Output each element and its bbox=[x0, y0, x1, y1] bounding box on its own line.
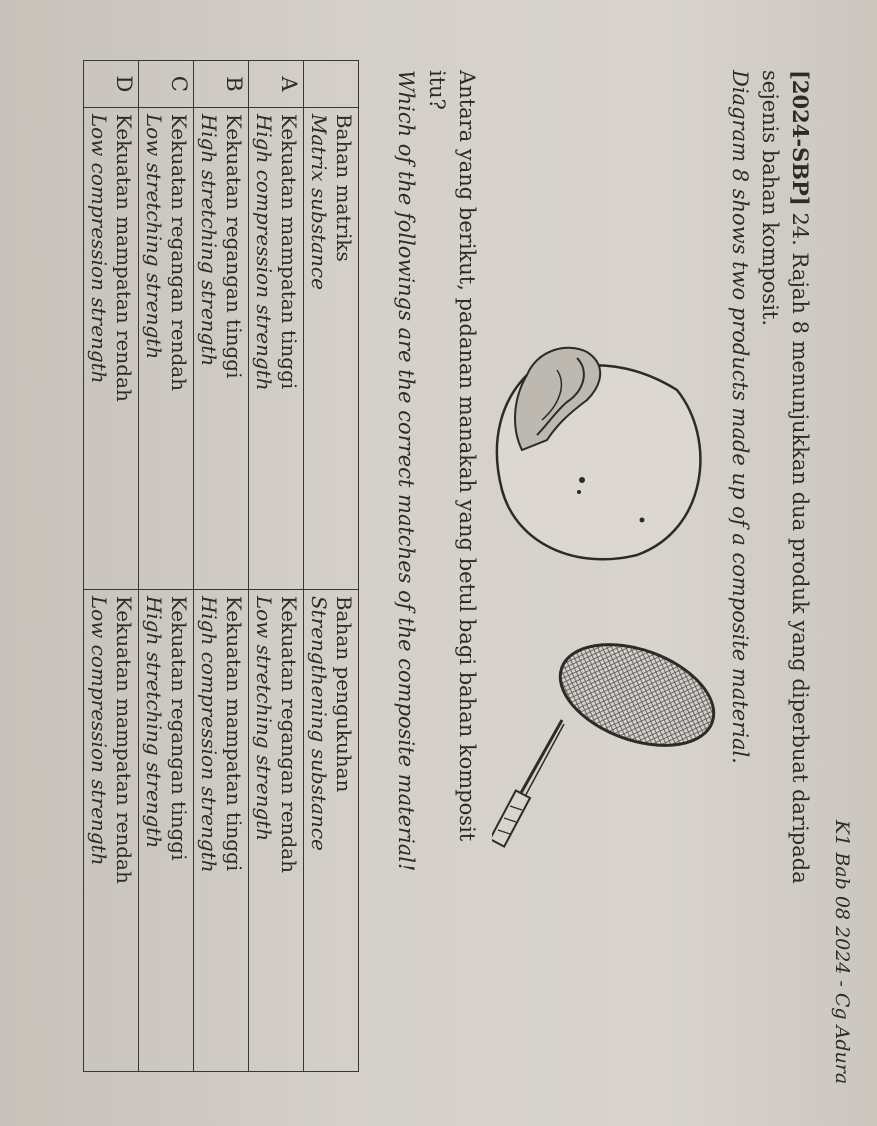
question-tag: [2024-SBP] bbox=[788, 70, 813, 206]
strength-cell bbox=[194, 589, 249, 1071]
helmet-icon bbox=[487, 330, 717, 570]
matrix-cell bbox=[194, 107, 249, 589]
page-header: K1 Bab 08 2024 - Cg Adura bbox=[831, 820, 853, 1085]
prompt-line-2: itu? bbox=[425, 70, 449, 110]
matrix-cell bbox=[249, 107, 304, 589]
option-label: A bbox=[249, 61, 304, 108]
answer-table bbox=[83, 60, 359, 1072]
strength-ms: Kekuatan regangan rendah bbox=[277, 595, 301, 874]
prompt-line-1: Antara yang berikut, padanan manakah yang betul bagi bahan komposit bbox=[455, 70, 479, 842]
strength-ms: Kekuatan mampatan rendah bbox=[112, 595, 136, 884]
strength-cell bbox=[139, 589, 194, 1071]
strength-en: Low stretching strength bbox=[252, 595, 276, 842]
question-line-2: sejenis bahan komposit. bbox=[758, 70, 782, 327]
matrix-en: High stretching strength bbox=[197, 113, 221, 367]
matrix-cell bbox=[139, 107, 194, 589]
option-label: D bbox=[84, 61, 139, 108]
option-label: B bbox=[194, 61, 249, 108]
table-row[interactable] bbox=[249, 61, 304, 1072]
strength-en: Low compression strength bbox=[87, 595, 111, 866]
header-strength-en: Strengthening substance bbox=[307, 595, 331, 851]
strength-en: High compression strength bbox=[197, 595, 221, 873]
matrix-en: Low stretching strength bbox=[142, 113, 166, 360]
badminton-racket-icon bbox=[492, 640, 722, 890]
header-matrix bbox=[304, 107, 359, 589]
strength-ms: Kekuatan regangan tinggi bbox=[167, 595, 191, 861]
prompt-text-en: Which of the followings are the correct matches of the composite material! bbox=[394, 70, 418, 872]
matrix-ms: Kekuatan regangan rendah bbox=[167, 113, 191, 392]
question-text-en: Diagram 8 shows two products made up of a composite material. bbox=[728, 70, 752, 764]
question-text-ms: Rajah 8 menunjukkan dua produk yang diperbuat daripada bbox=[788, 252, 812, 884]
matrix-cell bbox=[84, 107, 139, 589]
table-row[interactable] bbox=[139, 61, 194, 1072]
table-header-blank bbox=[304, 61, 359, 108]
matrix-ms: Kekuatan mampatan tinggi bbox=[277, 113, 301, 390]
header-strength bbox=[304, 589, 359, 1071]
question-line-1 bbox=[787, 70, 813, 884]
strength-ms: Kekuatan mampatan tinggi bbox=[222, 595, 246, 872]
table-row[interactable] bbox=[194, 61, 249, 1072]
option-label: C bbox=[139, 61, 194, 108]
matrix-ms: Kekuatan mampatan rendah bbox=[112, 113, 136, 402]
question-number: 24. bbox=[788, 212, 812, 246]
header-matrix-en: Matrix substance bbox=[307, 113, 331, 290]
table-header-row bbox=[304, 61, 359, 1072]
matrix-en: Low compression strength bbox=[87, 113, 111, 384]
strength-cell bbox=[84, 589, 139, 1071]
table-row[interactable] bbox=[84, 61, 139, 1072]
matrix-en: High compression strength bbox=[252, 113, 276, 391]
matrix-ms: Kekuatan regangan tinggi bbox=[222, 113, 246, 379]
strength-en: High stretching strength bbox=[142, 595, 166, 849]
strength-cell bbox=[249, 589, 304, 1071]
header-matrix-ms: Bahan matriks bbox=[332, 113, 356, 262]
header-strength-ms: Bahan pengukuhan bbox=[332, 595, 356, 793]
